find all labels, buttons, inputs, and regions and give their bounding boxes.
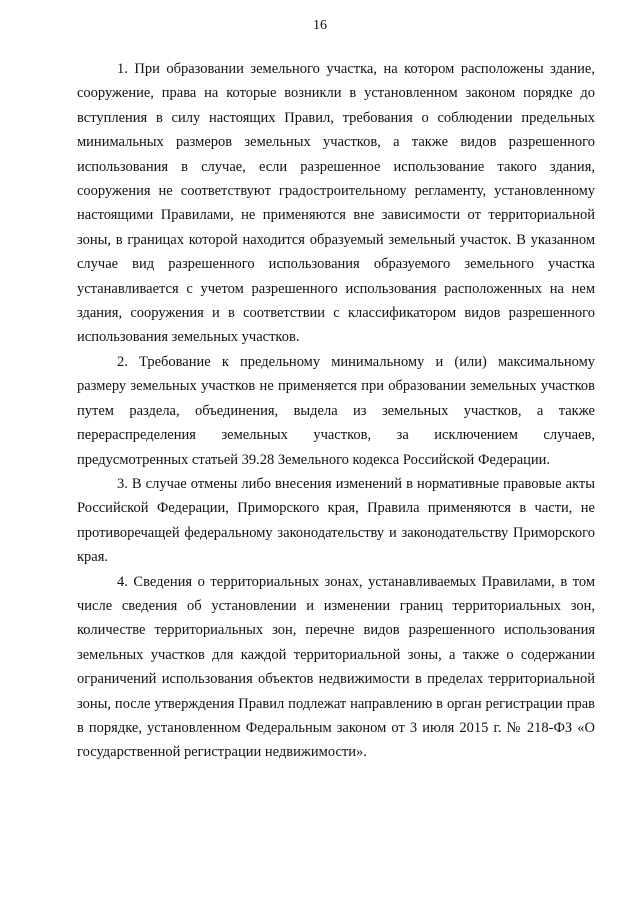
paragraph-3: 3. В случае отмены либо внесения изменений в нормативные правовые акты Российской Федерации, Приморского края, Правила применяются в части, не противоречащей федеральному законодательству и законодательству Приморского края. [77,475,595,566]
paragraph-4: 4. Сведения о территориальных зонах, устанавливаемых Правилами, в том числе сведения об установлении и изменении границ территориальных зон, количестве территориальных зон, перечне видов разрешенного использования земельных участков для каждой территориальной зоны, а также о содержании ограничений использования объектов недвижимости в пределах территориальной зоны, после утверждения Правил подлежат направлению в орган регистрации прав в порядке, установленном Федеральным законом от 3 июля 2015 г. № 218-ФЗ «О государственной регистрации недвижимости». [77,573,595,761]
paragraph-2: 2. Требование к предельному минимальному и (или) максимальному размеру земельных участков не применяется при образовании земельных участков путем раздела, объединения, выдела из земельных участков, а также перераспределения земельных участков, за исключением случаев, предусмотренных статьей 39.28 Земельного кодекса Российской Федерации. [77,353,595,468]
document-body [77,57,595,765]
paragraph-1: 1. При образовании земельного участка, на котором расположены здание, сооружение, права на которые возникли в установленном законом порядке до вступления в силу настоящих Правил, требования о соблюдении предельных минимальных размеров земельных участков, а также видов разрешенного использования в случае, если разрешенное использование такого здания, сооружения не соответствуют градостроительному регламенту, установленному настоящими Правилами, не применяются вне зависимости от территориальной зоны, в границах которой находится образуемый земельный участок. В указанном случае вид разрешенного использования образуемого земельного участка устанавливается с учетом разрешенного использования расположенных на нем здания, сооружения и в соответствии с классификатором видов разрешенного использования земельных участков. [77,61,595,346]
page-number: 16 [313,18,327,33]
